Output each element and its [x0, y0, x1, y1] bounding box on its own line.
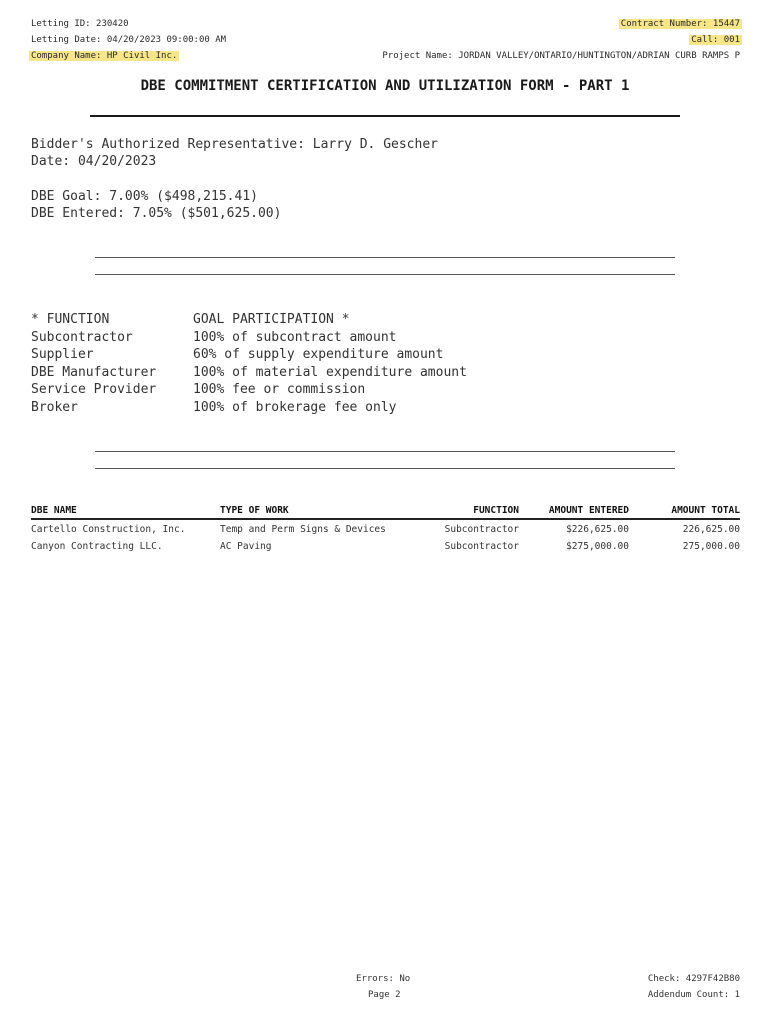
contract-number — [619, 16, 742, 32]
amount-entered-cell: $275,000.00 — [566, 541, 629, 552]
call-number-text: Call: 001 — [691, 35, 740, 45]
addendum-count: Addendum Count: 1 — [647, 990, 740, 1000]
page-title: DBE COMMITMENT CERTIFICATION AND UTILIZATION FORM - PART 1 — [140, 78, 630, 94]
header-function: FUNCTION — [473, 505, 519, 516]
function-row — [31, 399, 467, 417]
function-participation: 60% of supply expenditure amount — [193, 347, 444, 362]
function-header: * FUNCTION — [31, 312, 110, 327]
table-row — [31, 523, 740, 537]
call-number — [689, 32, 742, 48]
representative: Bidder's Authorized Representative: Larry D. Gescher — [31, 137, 438, 152]
function-participation: 100% of material expenditure amount — [193, 364, 467, 380]
function-cell: Subcontractor — [444, 524, 519, 535]
amount-total-cell: 275,000.00 — [682, 541, 740, 552]
table-row — [31, 540, 740, 554]
function-name: Supplier — [31, 347, 94, 362]
separator-rule — [95, 451, 675, 452]
dbe-entered: DBE Entered: 7.05% ($501,625.00) — [31, 206, 282, 221]
dbe-name-cell: Cartello Construction, Inc. — [31, 524, 186, 535]
function-name: Broker — [31, 399, 78, 415]
function-participation: 100% of subcontract amount — [193, 329, 397, 345]
header-amount-entered: AMOUNT ENTERED — [548, 505, 629, 516]
project-name: Project Name: JORDAN VALLEY/ONTARIO/HUNTINGTON/ADRIAN CURB RAMPS P — [382, 51, 740, 61]
goal-participation-header: GOAL PARTICIPATION * — [193, 312, 350, 327]
function-row — [31, 329, 467, 347]
dbe-table — [31, 504, 740, 554]
separator-rule — [95, 257, 675, 258]
amount-total-cell: 226,625.00 — [682, 524, 740, 535]
header-type-of-work: TYPE OF WORK — [220, 505, 289, 516]
separator-rule — [95, 274, 675, 275]
letting-id: Letting ID: 230420 — [31, 19, 129, 29]
submission-date: Date: 04/20/2023 — [31, 154, 157, 169]
function-table — [31, 311, 467, 416]
function-participation: 100% fee or commission — [193, 382, 366, 397]
function-name: DBE Manufacturer — [31, 364, 157, 380]
amount-entered-cell: $226,625.00 — [566, 524, 629, 535]
separator-rule — [95, 468, 675, 469]
header-amount-total: AMOUNT TOTAL — [671, 505, 740, 516]
company-name-text: Company Name: HP Civil Inc. — [31, 51, 178, 61]
function-cell: Subcontractor — [444, 541, 519, 552]
page-number: Page 2 — [368, 990, 401, 1000]
function-row — [31, 364, 467, 382]
function-name: Service Provider — [31, 382, 157, 397]
dbe-goal: DBE Goal: 7.00% ($498,215.41) — [31, 189, 258, 204]
type-of-work-cell: AC Paving — [220, 541, 272, 552]
function-participation: 100% of brokerage fee only — [193, 399, 397, 415]
company-name — [29, 48, 179, 64]
function-table-header — [31, 311, 467, 329]
check-code: Check: 4297F42B80 — [647, 974, 740, 984]
dbe-table-header — [31, 504, 740, 520]
title-underline — [90, 115, 680, 117]
function-row — [31, 346, 467, 364]
contract-number-text: Contract Number: 15447 — [620, 19, 740, 29]
letting-date: Letting Date: 04/20/2023 09:00:00 AM — [31, 35, 227, 45]
function-row — [31, 381, 467, 399]
dbe-name-cell: Canyon Contracting LLC. — [31, 541, 163, 552]
function-name: Subcontractor — [31, 329, 133, 345]
header-dbe-name: DBE NAME — [31, 505, 77, 516]
type-of-work-cell: Temp and Perm Signs & Devices — [220, 524, 386, 535]
errors-status: Errors: No — [356, 974, 411, 984]
